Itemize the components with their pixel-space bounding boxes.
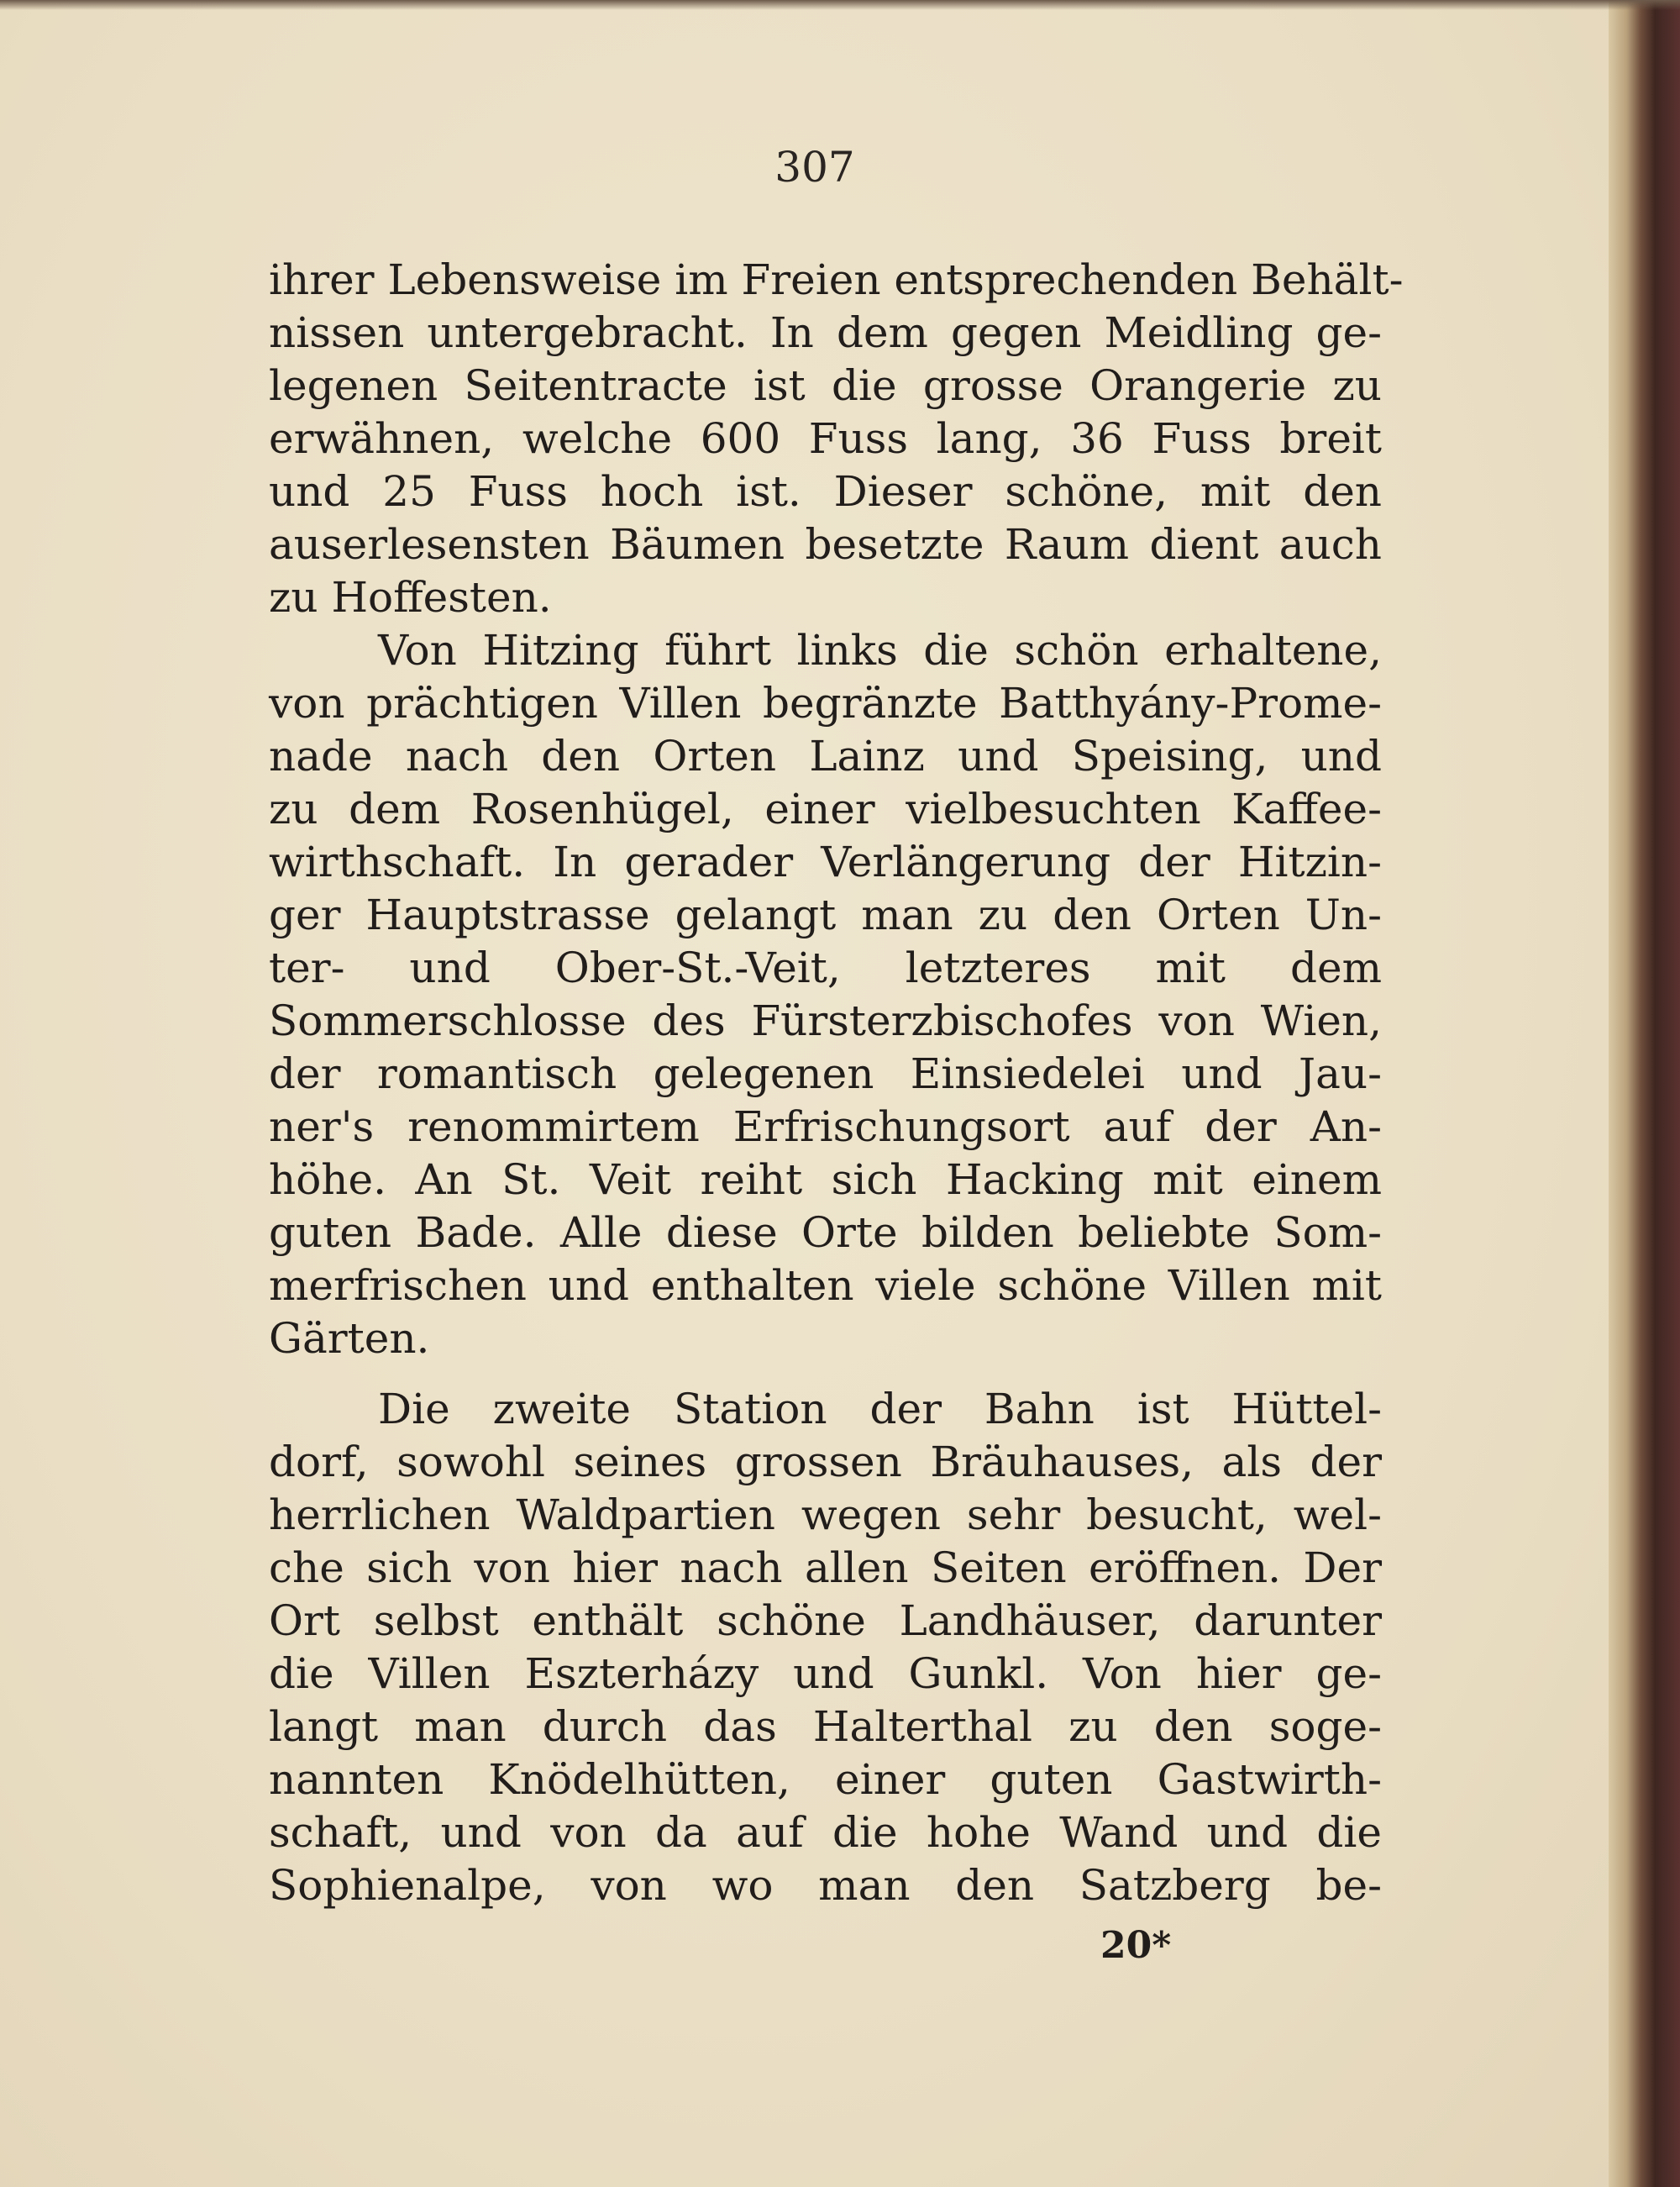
text-line: schaft, und von da auf die hohe Wand und die [269,1808,1382,1857]
text-line: erwähnen, welche 600 Fuss lang, 36 Fuss breit [269,414,1382,463]
text-line: legenen Seitentracte ist die grosse Orangerie zu [269,361,1382,410]
text-line: wirthschaft. In gerader Verlängerung der Hitzin- [269,838,1382,886]
text-line: höhe. An St. Veit reiht sich Hacking mit einem [269,1155,1382,1204]
paragraph-first-line: Von Hitzing führt links die schön erhaltene, [378,626,1382,675]
text-line: guten Bade. Alle diese Orte bilden beliebte Som- [269,1208,1382,1257]
text-line: der romantisch gelegenen Einsiedelei und Jau- [269,1049,1382,1098]
text-line: Ort selbst enthält schöne Landhäuser, darunter [269,1596,1382,1645]
text-line: die Villen Eszterházy und Gunkl. Von hier ge- [269,1649,1382,1698]
top-edge-shadow [0,0,1680,10]
text-line: Sophienalpe, von wo man den Satzberg be- [269,1861,1382,1910]
paragraph-first-line: Die zweite Station der Bahn ist Hüttel- [378,1385,1382,1433]
text-line: che sich von hier nach allen Seiten eröffnen. Der [269,1543,1382,1592]
text-line: nannten Knödelhütten, einer guten Gastwirth- [269,1755,1382,1804]
text-line: dorf, sowohl seines grossen Bräuhauses, als der [269,1438,1382,1486]
text-line: Sommerschlosse des Fürsterzbischofes von Wien, [269,996,1382,1045]
text-line: von prächtigen Villen begränzte Batthyány-Prome- [269,679,1382,728]
text-line: ter- und Ober-St.-Veit, letzteres mit dem [269,944,1382,992]
book-spine-edge [1609,0,1680,2187]
text-line: herrlichen Waldpartien wegen sehr besucht, wel- [269,1490,1382,1539]
text-line: auserlesensten Bäumen besetzte Raum dient auch [269,520,1382,569]
signature-mark: 20* [1100,1924,1172,1967]
text-line: nissen untergebracht. In dem gegen Meidling ge- [269,308,1382,357]
text-line: zu Hoffesten. [269,573,552,622]
page-number: 307 [774,143,855,192]
text-line: zu dem Rosenhügel, einer vielbesuchten Kaffee- [269,785,1382,833]
text-line: ihrer Lebensweise im Freien entsprechenden Behält- [269,255,1404,304]
text-line: merfrischen und enthalten viele schöne Villen mit [269,1261,1382,1310]
text-line: und 25 Fuss hoch ist. Dieser schöne, mit den [269,467,1382,516]
text-line: langt man durch das Halterthal zu den soge- [269,1702,1382,1751]
text-line: Gärten. [269,1314,430,1363]
text-line: ger Hauptstrasse gelangt man zu den Orten Un- [269,891,1382,939]
text-line: ner's renommirtem Erfrischungsort auf der An- [269,1102,1382,1151]
text-line: nade nach den Orten Lainz und Speising, und [269,732,1382,781]
